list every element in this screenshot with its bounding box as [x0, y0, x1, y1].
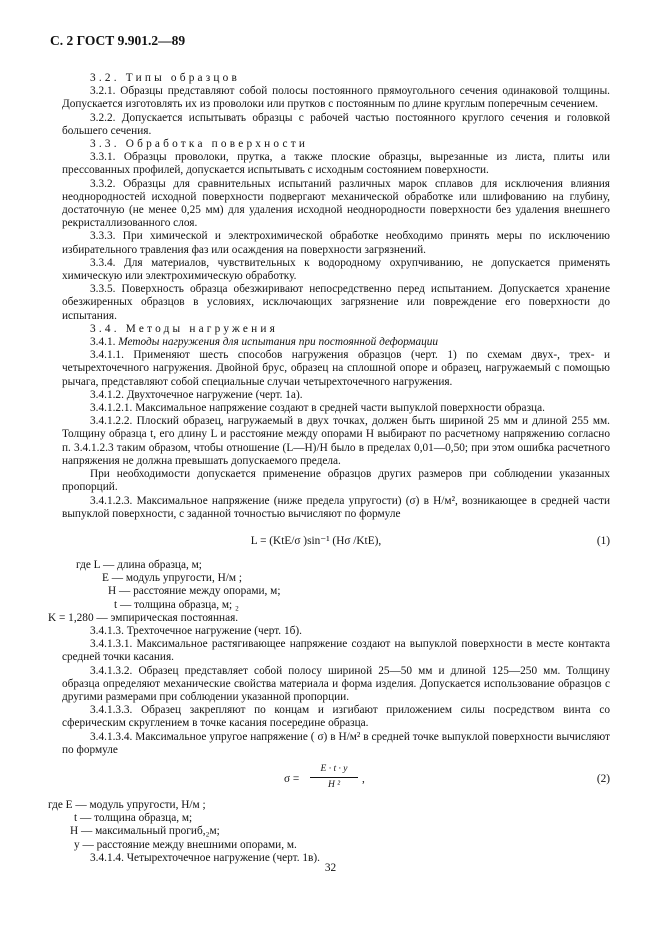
- page-number: 32: [324, 862, 337, 874]
- formula-1-number: (1): [596, 534, 610, 547]
- formula-2: [62, 761, 610, 797]
- subsection-heading: [62, 336, 610, 349]
- paragraph: 3.3.2. Образцы для сравнительных испытаний различных марок сплавов для исключения влияния неоднородностей исходной поверхности подвергают механической обработке или шлифованию на глубину, достаточную (не менее 0,25 мм) для удаления исходной неоднородности поверхности без удаления внешнего рекристаллизованного слоя.: [62, 177, 610, 230]
- paragraph: 3.4.1.3.2. Образец представляет собой полосу шириной 25—50 мм и длиной 125—250 мм. Толщину образца определяют механические свойства материала и форма изделия. Допускается использование образцов с другими размерами при соблюдении указанной пропорции.: [62, 664, 610, 703]
- formula-1: [62, 527, 610, 557]
- paragraph: 3.3.5. Поверхность образца обезжиривают непосредственно перед испытанием. Допускается хранение обезжиренных образцов в условиях, исключающих загрязнение или повреждение его поверхности до испытания.: [62, 283, 610, 322]
- paragraph: 3.2.2. Допускается испытывать образцы с рабочей частью постоянного круглого сечения и головкой большего сечения.: [62, 111, 610, 137]
- variable-definition: t — толщина образца, м;: [74, 812, 193, 825]
- variable-definition: где L — длина образца, м;: [76, 558, 202, 571]
- subsection-title: Методы нагружения для испытания при постоянной деформации: [118, 336, 439, 349]
- paragraph: 3.4.1.2.2. Плоский образец, нагружаемый в двух точках, должен быть шириной 25 мм и длиной 255 мм. Толщину образца t, его длину L и расстояние между опорами H выбирают по расчетному напряжению согласно п. 3.4.1.2.3 таким образом, чтобы отношение (L—H)/H было в пределах 0,01—0,50; при этом ошибка расчетного напряжения не должна превышать допускаемого предела.: [62, 415, 610, 467]
- formula-2-lhs: σ =: [284, 772, 300, 785]
- paragraph: 3.3.1. Образцы проволоки, прутка, а также плоские образцы, вырезанные из листа, плиты или прессованных профилей, допускается испытывать с исходным состоянием поверхности.: [62, 151, 610, 177]
- paragraph: 3.4.1.3. Трехточечное нагружение (черт. 1б).: [90, 624, 302, 637]
- formula-1-expression: L = (KtE/σ )sin⁻¹ (Hσ /KtE),: [250, 534, 382, 547]
- paragraph: 3.4.1.1. Применяют шесть способов нагружения образцов (черт. 1) по схемам двух-, трех- и четырехточечного нагружения. Двойной брус, образец на сплошной опоре и образец, нагружаемый с помощью рычага, представляют собой специальные случаи четырехточечного нагружения.: [62, 349, 610, 388]
- formula-2-fraction: [310, 763, 358, 792]
- paragraph: 3.4.1.3.1. Максимальное растягивающее напряжение создают на выпуклой поверхности в месте контакта средней точки касания.: [62, 638, 610, 664]
- section-heading: 3.4. Методы нагружения: [90, 322, 279, 335]
- paragraph: 3.4.1.2. Двухточечное нагружение (черт. 1а).: [90, 388, 303, 401]
- section-heading: 3.3. Обработка поверхности: [90, 138, 309, 151]
- paragraph: 3.3.4. Для материалов, чувствительных к водородному охрупчиванию, не допускается применять химическую или электрохимическую обработку.: [62, 256, 610, 283]
- section-heading: 3.2. Типы образцов: [90, 72, 241, 84]
- variable-definition: t — толщина образца, м; ₂: [114, 598, 239, 611]
- paragraph: 3.4.1.3.4. Максимальное упругое напряжение ( σ) в Н/м² в средней точке выпуклой поверхности вычисляют по формуле: [62, 730, 610, 756]
- formula-2-comma: ,: [362, 772, 365, 785]
- subsection-number: 3.4.1.: [90, 336, 119, 349]
- document-body: [48, 72, 610, 865]
- paragraph: 3.4.1.2.3. Максимальное напряжение (ниже предела упругости) (σ) в Н/м², возникающее в средней части выпуклой поверхности, с заданной точностью вычисляют по формуле: [62, 494, 610, 520]
- variable-definition: E — модуль упругости, Н/м ;: [102, 572, 243, 585]
- formula-2-numerator: E · t · y: [310, 763, 358, 778]
- page-header: С. 2 ГОСТ 9.901.2—89: [50, 33, 186, 48]
- paragraph: 3.4.1.3.3. Образец закрепляют по концам и изгибают приложением силы посредством винта со сферическим скруглением в точке касания посередине образца.: [62, 704, 610, 730]
- variable-definition: y — расстояние между внешними опорами, м.: [74, 838, 297, 851]
- paragraph: 3.4.1.2.1. Максимальное напряжение создают в средней части выпуклой поверхности образца.: [90, 402, 545, 415]
- paragraph: 3.3.3. При химической и электрохимической обработке необходимо принять меры по исключению избирательного травления фаз или осаждения на поверхности загрязнений.: [62, 230, 610, 256]
- paragraph: 3.4.1.4. Четырехточечное нагружение (черт. 1в).: [90, 851, 320, 864]
- variable-definition: K = 1,280 — эмпирическая постоянная.: [48, 611, 239, 624]
- paragraph: При необходимости допускается применение образцов других размеров при соблюдении указанных пропорций.: [62, 468, 610, 494]
- paragraph: 3.2.1. Образцы представляют собой полосы постоянного прямоугольного сечения одинаковой толщины. Допускается изготовлять их из проволоки или прутков с постоянным по длине круглым поперечным сечением.: [62, 85, 610, 111]
- variable-definition: где E — модуль упругости, Н/м ;: [48, 798, 206, 811]
- variable-definition: H — расстояние между опорами, м;: [108, 585, 281, 598]
- formula-2-denominator: H ²: [327, 780, 341, 791]
- variable-definition: H — максимальный прогиб,₂м;: [70, 825, 220, 838]
- formula-2-number: (2): [596, 772, 610, 785]
